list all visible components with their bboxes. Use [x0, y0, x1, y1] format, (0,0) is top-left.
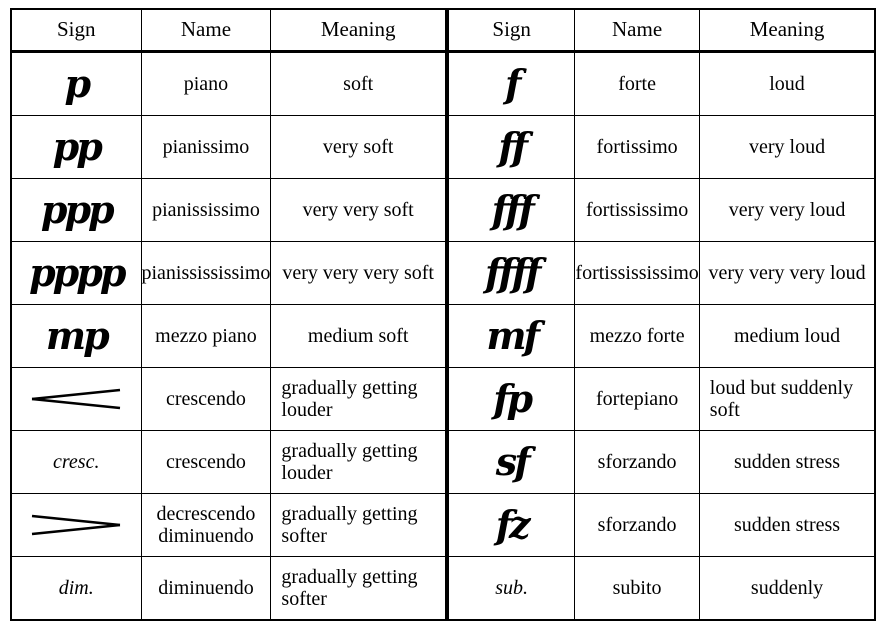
sign-cell [11, 242, 141, 305]
name-cell: decrescendo diminuendo [141, 494, 271, 557]
dynamic-word: cresc. [53, 451, 100, 473]
sign-cell [447, 179, 575, 242]
name-cell: pianissississimo [141, 242, 271, 305]
dynamic-symbol: pp [52, 124, 100, 170]
sign-cell [447, 116, 575, 179]
name-cell: pianississimo [141, 179, 271, 242]
sign-cell [447, 557, 575, 621]
name-cell: crescendo [141, 431, 271, 494]
meaning-cell: medium loud [699, 305, 875, 368]
table-row [11, 52, 875, 116]
meaning-cell: loud [699, 52, 875, 116]
name-cell: forte [575, 52, 699, 116]
sign-cell [11, 557, 141, 621]
name-cell: pianissimo [141, 116, 271, 179]
meaning-cell: soft [271, 52, 447, 116]
decrescendo-hairpin-icon [28, 512, 124, 538]
dynamic-symbol: fff [491, 187, 532, 233]
meaning-cell: very loud [699, 116, 875, 179]
sign-cell [11, 494, 141, 557]
dynamic-symbol: f [504, 61, 519, 107]
header-row [11, 9, 875, 52]
dynamic-symbol: sf [495, 439, 528, 485]
name-cell: mezzo forte [575, 305, 699, 368]
table-row [11, 116, 875, 179]
dynamic-symbol: mf [486, 313, 537, 359]
meaning-cell: sudden stress [699, 431, 875, 494]
dynamic-symbol: ff [498, 124, 526, 170]
header-name: Name [575, 9, 699, 52]
sign-cell [447, 368, 575, 431]
dynamic-symbol: fz [495, 502, 528, 548]
name-cell: fortepiano [575, 368, 699, 431]
meaning-cell: very very very soft [271, 242, 447, 305]
sign-cell [11, 52, 141, 116]
crescendo-hairpin-icon [28, 386, 124, 412]
meaning-cell: sudden stress [699, 494, 875, 557]
dynamics-table-container [10, 8, 876, 621]
sign-cell [11, 305, 141, 368]
dynamic-symbol: ppp [40, 187, 112, 233]
name-cell: fortissississimo [575, 242, 699, 305]
sign-cell [11, 179, 141, 242]
sign-cell [447, 52, 575, 116]
sign-cell [447, 494, 575, 557]
name-cell: crescendo [141, 368, 271, 431]
table-row [11, 179, 875, 242]
header-meaning: Meaning [271, 9, 447, 52]
dynamic-word: dim. [58, 577, 94, 599]
dynamic-word: sub. [495, 577, 529, 599]
sign-cell [447, 431, 575, 494]
meaning-cell: gradually getting softer [271, 557, 447, 621]
header-name: Name [141, 9, 271, 52]
dynamic-symbol: pppp [29, 250, 124, 296]
name-cell: mezzo piano [141, 305, 271, 368]
meaning-cell: very very very loud [699, 242, 875, 305]
meaning-cell: gradually getting louder [271, 368, 447, 431]
meaning-cell: gradually getting softer [271, 494, 447, 557]
header-sign: Sign [447, 9, 575, 52]
sign-cell [11, 431, 141, 494]
name-cell: sforzando [575, 494, 699, 557]
name-cell: fortissimo [575, 116, 699, 179]
table-row [11, 368, 875, 431]
meaning-cell: very very soft [271, 179, 447, 242]
dynamics-table [10, 8, 876, 621]
table-row [11, 557, 875, 621]
dynamic-symbol: mp [45, 313, 107, 359]
name-cell: piano [141, 52, 271, 116]
header-sign: Sign [11, 9, 141, 52]
meaning-cell: very very loud [699, 179, 875, 242]
meaning-cell: medium soft [271, 305, 447, 368]
name-cell: diminuendo [141, 557, 271, 621]
meaning-cell: suddenly [699, 557, 875, 621]
table-row [11, 305, 875, 368]
name-cell: fortississimo [575, 179, 699, 242]
sign-cell [447, 305, 575, 368]
table-row [11, 242, 875, 305]
meaning-cell: very soft [271, 116, 447, 179]
sign-cell [447, 242, 575, 305]
dynamic-symbol: fp [493, 376, 531, 422]
header-meaning: Meaning [699, 9, 875, 52]
table-row [11, 494, 875, 557]
name-cell: subito [575, 557, 699, 621]
sign-cell [11, 368, 141, 431]
meaning-cell: loud but suddenly soft [699, 368, 875, 431]
table-row [11, 431, 875, 494]
name-cell: sforzando [575, 431, 699, 494]
meaning-cell: gradually getting louder [271, 431, 447, 494]
dynamic-symbol: ffff [484, 250, 539, 296]
sign-cell [11, 116, 141, 179]
dynamic-symbol: p [64, 61, 89, 107]
